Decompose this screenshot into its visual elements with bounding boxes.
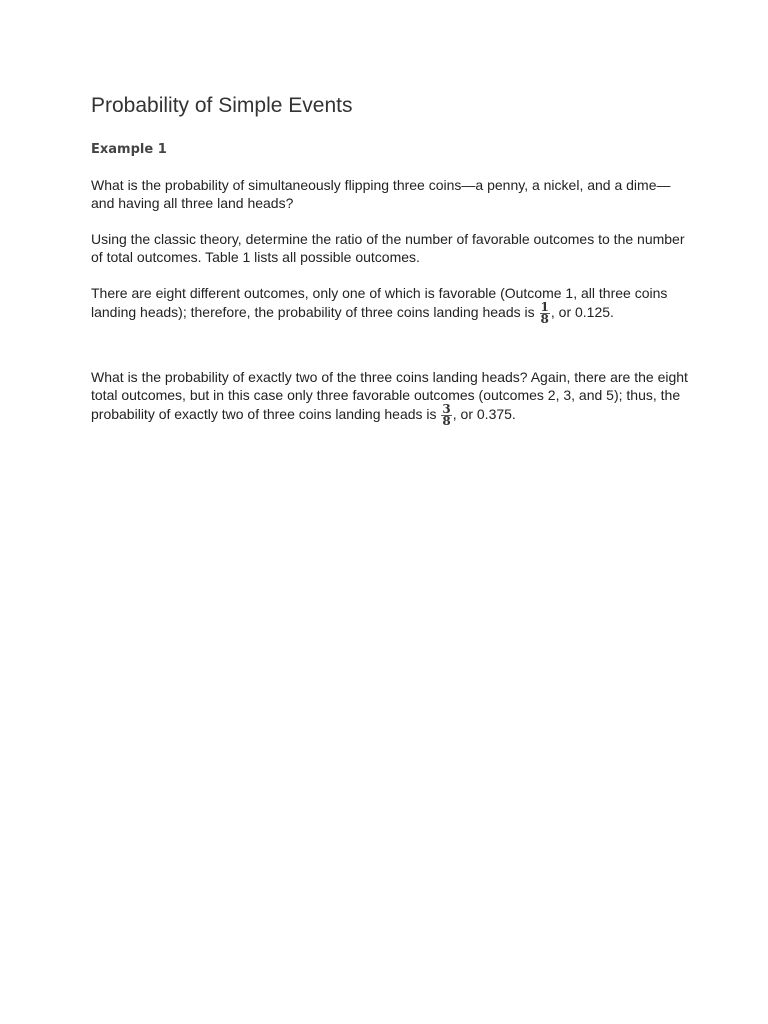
answer-1-decimal: , or 0.125. [550,304,614,320]
method-paragraph: Using the classic theory, determine the ratio of the number of favorable outcomes to the number of total outcomes. Table 1 lists all possible outcomes. [91,231,685,265]
answer-2-decimal: , or 0.375. [452,406,516,422]
answer-paragraph-2 [91,368,691,427]
fraction-one-eighth [540,302,550,325]
fraction-three-eighths [441,404,451,427]
example-heading: Example 1 [91,142,167,157]
answer-paragraph-1 [91,284,691,325]
fraction-numerator: 3 [442,402,451,416]
page-title: Probability of Simple Events [91,94,353,117]
question-paragraph: What is the probability of simultaneously flipping three coins—a penny, a nickel, and a dime—and having all three land heads? [91,177,671,211]
answer-2-text: What is the probability of exactly two of the three coins landing heads? Again, there are the eight total outcomes, but in this case only three favorable outcomes (outcomes 2, 3, and 5); thus, the probability of exactly two of three coins landing heads is [91,369,688,422]
fraction-numerator: 1 [540,300,549,314]
answer-1-text: There are eight different outcomes, only one of which is favorable (Outcome 1, all three coins landing heads); therefore, the probability of three coins landing heads is [91,285,668,320]
fraction-denominator: 8 [540,312,549,326]
fraction-denominator: 8 [442,414,451,428]
